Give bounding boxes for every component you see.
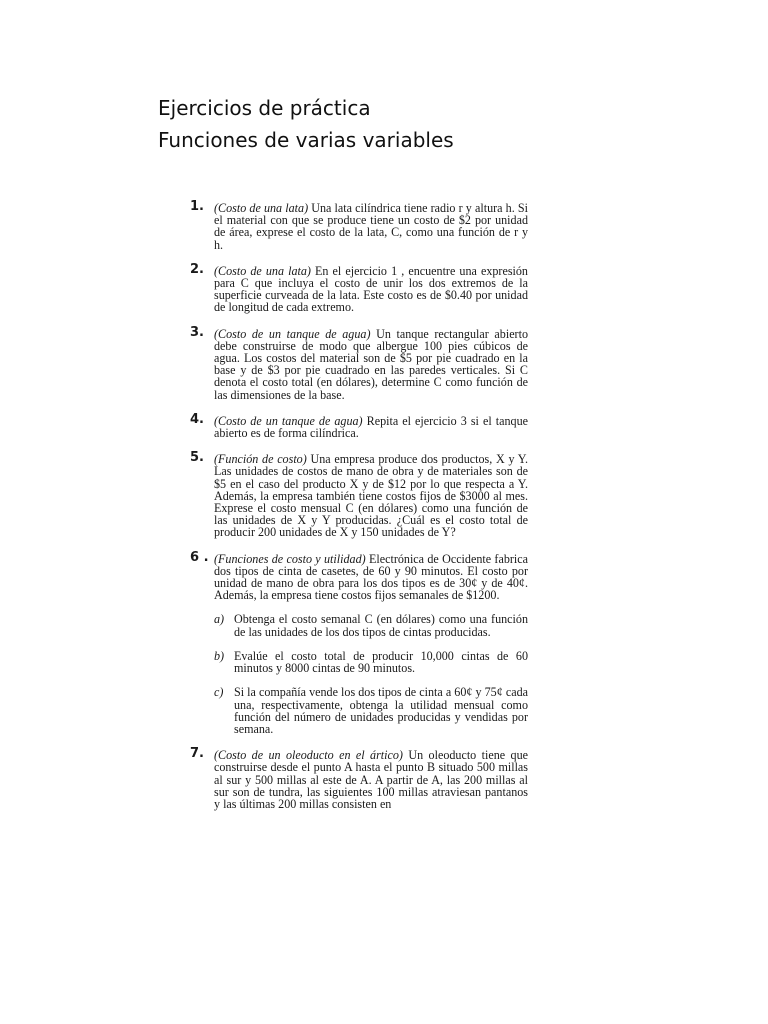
exercise-list [190, 199, 529, 824]
page-title: Ejercicios de práctica [158, 96, 371, 120]
exercise-title: (Costo de un tanque de agua) [214, 326, 371, 341]
exercise-number: 5. [190, 450, 204, 466]
exercise-4 [190, 411, 528, 441]
exercise-number: 7. [190, 746, 204, 762]
exercise-title: (Costo de un oleoducto en el ártico) [214, 748, 403, 763]
exercise-number: 1. [190, 199, 204, 214]
exercise-6 [190, 549, 528, 736]
exercise-text: En el ejercicio 1 , encuentre una expresión para C que incluya el costo de unir los dos extremos de la superficie curveada de la lata. Este costo es de $0.40 por unidad de longitud de cada extremo. [214, 263, 528, 315]
part-text: Obtenga el costo semanal C (en dólares) como una función de las unidades de los dos tipos de cintas producidas. [234, 612, 528, 639]
exercise-number: 4. [190, 411, 204, 427]
page-subtitle: Funciones de varias variables [158, 128, 454, 152]
exercise-5 [190, 450, 528, 540]
exercise-title: (Función de costo) [214, 452, 307, 467]
exercise-text: Un tanque rectangular abierto debe construirse de modo que albergue 100 pies cúbicos de agua. Los costos del material son de $5 por pie cuadrado en la base y de $3 por pie cuadrado en las paredes verticales. Si C denota el costo total (en dólares), determine C como función de las dimensiones de la base. [214, 326, 528, 402]
exercise-3 [190, 324, 528, 402]
part-letter: a) [214, 612, 225, 627]
exercise-part-a [214, 613, 528, 637]
exercise-text: Repita el ejercicio 3 si el tanque abierto es de forma cilíndrica. [214, 413, 528, 441]
exercise-text: Una empresa produce dos productos, X y Y. Las unidades de costos de mano de obra y de materiales son de $5 en el caso del producto X y de $12 por lo que respecta a Y. Además, la empresa también tiene costos fijos de $3000 al mes. Exprese el costo mensual C (en dólares) como una función de las unidades de X y Y producidas. ¿Cuál es el costo total de producir 200 unidades de X y 150 unidades de Y? [214, 452, 528, 540]
exercise-title: (Costo de un tanque de agua) [214, 413, 363, 428]
exercise-part-c [214, 686, 528, 735]
exercise-number: 2. [190, 261, 204, 277]
exercise-title: (Funciones de costo y utilidad) [214, 551, 366, 566]
exercise-title: (Costo de una lata) [214, 201, 309, 215]
exercise-title: (Costo de una lata) [214, 263, 311, 278]
exercise-number: 3. [190, 324, 204, 340]
part-text: Evalúe el costo total de producir 10,000 cintas de 60 minutos y 8000 cintas de 90 minutos. [234, 648, 528, 676]
exercise-part-b [214, 650, 528, 674]
exercise-2 [190, 261, 528, 315]
exercise-number: 6 . [190, 549, 209, 565]
exercise-1 [190, 199, 528, 252]
exercise-7 [190, 746, 529, 811]
document-header [158, 92, 454, 156]
exercise-text: Una lata cilíndrica tiene radio r y altura h. Si el material con que se produce tiene un costo de $2 por unidad de área, exprese el costo de la lata, C, como una función de r y h. [214, 201, 528, 252]
part-letter: c) [214, 685, 224, 700]
exercise-text: Un oleoducto tiene que construirse desde el punto A hasta el punto B situado 500 millas al sur y 500 millas al este de A. A partir de A, las 200 millas al sur son de tundra, las siguientes 100 millas atraviesan pantanos y las últimas 200 millas consisten en [214, 748, 529, 811]
part-text: Si la compañía vende los dos tipos de cinta a 60¢ y 75¢ cada una, respectivamente, obtenga la utilidad mensual como función del número de unidades producidas y vendidas por semana. [234, 685, 528, 736]
exercise-text: Electrónica de Occidente fabrica dos tipos de cinta de casetes, de 60 y 90 minutos. El costo por unidad de mano de obra para los dos tipos es de 30¢ y de 40¢. Además, la empresa tiene costos fijos semanales de $1200. [214, 551, 528, 603]
part-letter: b) [214, 648, 225, 663]
